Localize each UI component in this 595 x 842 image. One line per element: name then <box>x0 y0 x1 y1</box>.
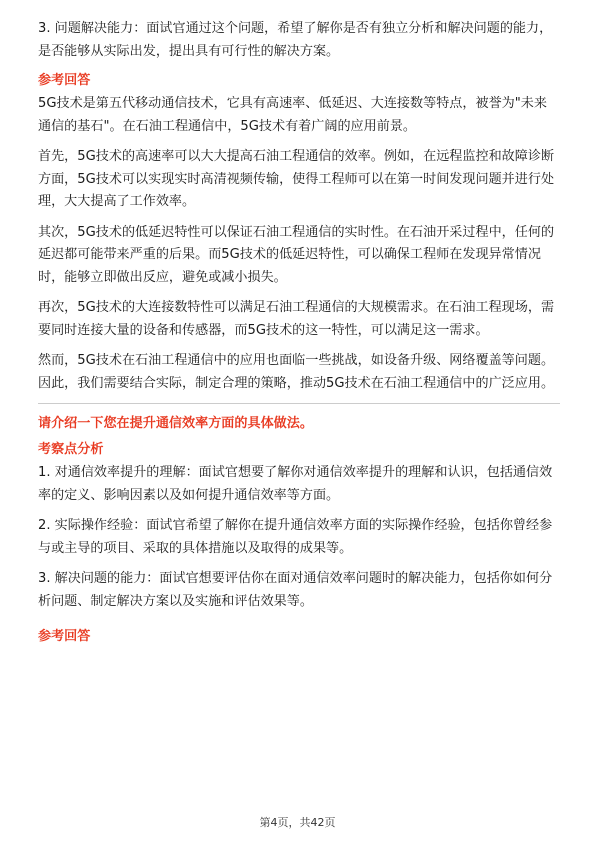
analysis-heading: 考察点分析 <box>38 442 104 457</box>
analysis-item-3: 3. 解决问题的能力：面试官想要评估你在面对通信效率问题时的解决能力，包括你如何分析问题、制定解决方案以及实施和评估效果等。 <box>38 571 553 609</box>
analysis-item-3: 3. 问题解决能力：面试官通过这个问题，希望了解你是否有独立分析和解决问题的能力，是否能够从实际出发，提出具有可行性的解决方案。 <box>38 21 553 59</box>
reference-answer-heading: 参考回答 <box>38 629 91 644</box>
answer-paragraph: 然而，5G技术在石油工程通信中的应用也面临一些挑战，如设备升级、网络覆盖等问题。因此，我们需要结合实际，制定合理的策略，推动5G技术在石油工程通信中的广泛应用。 <box>38 353 555 391</box>
answer-paragraph: 再次，5G技术的大连接数特性可以满足石油工程通信的大规模需求。在石油工程现场，需要同时连接大量的设备和传感器，而5G技术的这一特性，可以满足这一需求。 <box>38 300 555 338</box>
reference-answer-heading: 参考回答 <box>38 73 91 88</box>
answer-paragraph: 首先，5G技术的高速率可以大大提高石油工程通信的效率。例如，在远程监控和故障诊断方面，5G技术可以实现实时高清视频传输，使得工程师可以在第一时间发现问题并进行处理，大大提高了工作效率。 <box>38 149 555 209</box>
page-number: 第4页，共42页 <box>259 816 336 829</box>
answer-paragraph: 其次，5G技术的低延迟特性可以保证石油工程通信的实时性。在石油开采过程中，任何的延迟都可能带来严重的后果。而5G技术的低延迟特性，可以确保工程师在发现异常情况时，能够立即做出反应，避免或减小损失。 <box>38 224 555 285</box>
analysis-item-2: 2. 实际操作经验：面试官希望了解你在提升通信效率方面的实际操作经验，包括你曾经参与或主导的项目、采取的具体措施以及取得的成果等。 <box>38 518 553 556</box>
page-content <box>38 18 560 649</box>
analysis-item-1: 1. 对通信效率提升的理解：面试官想要了解你对通信效率提升的理解和认识，包括通信效率的定义、影响因素以及如何提升通信效率等方面。 <box>38 465 553 503</box>
section-divider <box>38 403 560 404</box>
question-title: 请介绍一下您在提升通信效率方面的具体做法。 <box>38 416 313 431</box>
answer-paragraph: 5G技术是第五代移动通信技术，它具有高速率、低延迟、大连接数等特点，被誉为"未来通信的基石"。在石油工程通信中，5G技术有着广阔的应用前景。 <box>38 96 547 134</box>
